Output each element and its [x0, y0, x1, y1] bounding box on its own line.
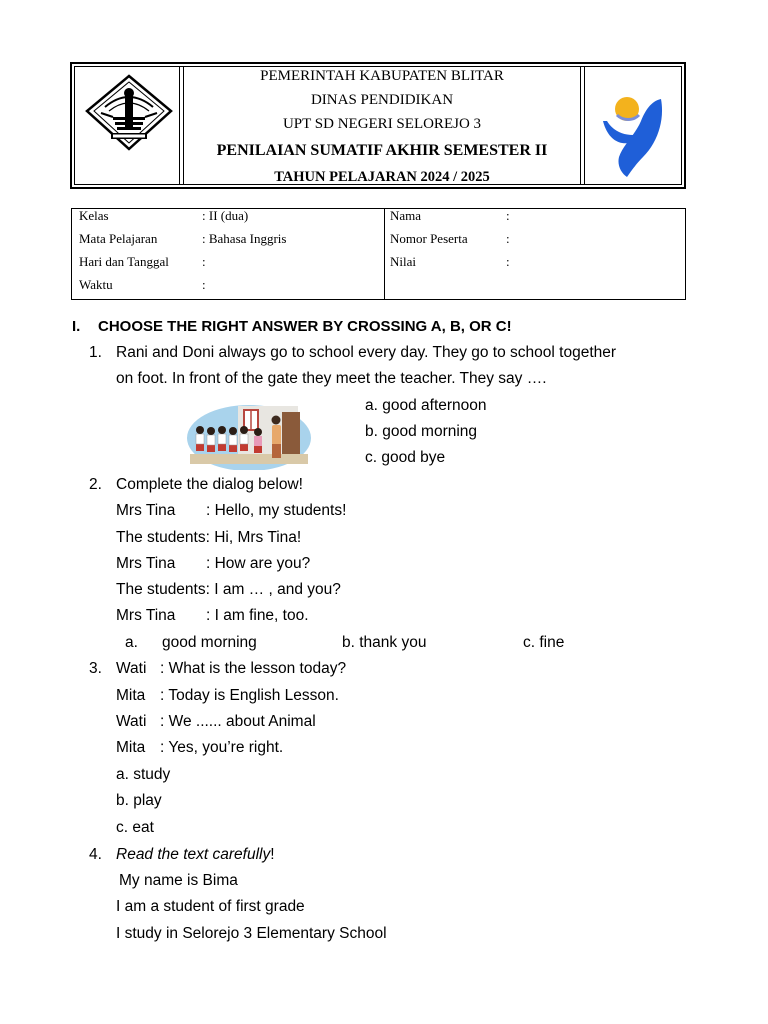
reading-text-line: I study in Selorejo 3 Elementary School [116, 925, 387, 942]
header-text-block [187, 67, 577, 189]
header-department-line: DINAS PENDIDIKAN [310, 92, 454, 108]
students-greeting-teacher-image [186, 400, 312, 470]
dialog-speaker-name: The students: [116, 529, 210, 546]
dialog-speaker [116, 529, 301, 547]
dialog-line: : What is the lesson today? [160, 660, 347, 677]
question-number: 2. [89, 476, 102, 493]
time-value: : [202, 277, 206, 292]
exam-title: PENILAIAN SUMATIF AKHIR SEMESTER II [216, 142, 548, 159]
kabupaten-emblem-icon [83, 73, 175, 153]
option-letter: c. [365, 449, 378, 466]
header-divider [183, 67, 184, 184]
dialog-speaker: Mita [116, 739, 146, 756]
option-letter: b. [342, 634, 355, 651]
dialog-line: : How are you? [206, 555, 311, 572]
option-text: good bye [381, 449, 446, 466]
participant-number-value: : [506, 231, 510, 246]
dialog-line: Hi, Mrs Tina! [214, 529, 302, 546]
identity-row [72, 229, 685, 249]
identity-row [72, 275, 685, 295]
option-c[interactable]: c. eat [116, 819, 154, 836]
subject-value: : Bahasa Inggris [202, 231, 287, 246]
identity-row [72, 252, 685, 272]
header-school-line: UPT SD NEGERI SELOREJO 3 [282, 116, 482, 132]
date-value: : [202, 254, 206, 269]
reading-text-line: I am a student of first grade [116, 898, 305, 915]
question-number: 1. [89, 344, 102, 361]
score-label: Nilai [390, 254, 416, 269]
document-header [70, 62, 686, 189]
dialog-speaker [116, 581, 341, 599]
header-government-line: PEMERINTAH KABUPATEN BLITAR [260, 68, 504, 84]
question-text: Rani and Doni always go to school every day. They go to school together [116, 344, 617, 361]
option-c[interactable] [365, 449, 445, 467]
dialog-line: : I am fine, too. [206, 607, 309, 624]
subject-label: Mata Pelajaran [79, 231, 158, 246]
dialog-speaker: Mrs Tina [116, 502, 176, 519]
question-prompt-italic: Read the text carefully [116, 846, 271, 863]
dialog-speaker: Mita [116, 687, 146, 704]
dialog-line: : Hello, my students! [206, 502, 347, 519]
option-a[interactable] [365, 397, 487, 415]
participant-number-label: Nomor Peserta [390, 231, 468, 246]
dialog-speaker: Mrs Tina [116, 555, 176, 572]
person-figure-logo-icon [597, 91, 669, 181]
class-value: : II (dua) [202, 208, 249, 223]
school-year: TAHUN PELAJARAN 2024 / 2025 [274, 169, 490, 185]
option-b[interactable]: b. play [116, 792, 162, 809]
option-letter: a. [365, 397, 378, 414]
dialog-speaker: Mrs Tina [116, 607, 176, 624]
header-divider [179, 67, 180, 184]
section-number: I. [72, 318, 81, 335]
option-a[interactable]: a. study [116, 766, 171, 783]
class-label: Kelas [79, 208, 109, 223]
reading-text-line: My name is Bima [119, 872, 238, 889]
dialog-speaker: Wati [116, 713, 147, 730]
dialog-line: : Yes, you’re right. [160, 739, 284, 756]
option-b[interactable] [342, 634, 426, 652]
dialog-line: : We ...... about Animal [160, 713, 316, 730]
option-a-letter: a. [125, 634, 138, 651]
option-text: good morning [382, 423, 478, 440]
question-prompt-end: ! [270, 846, 275, 863]
option-text: good afternoon [382, 397, 487, 414]
student-identity-table [71, 208, 686, 300]
option-a[interactable]: good morning [162, 634, 257, 651]
dialog-line: : Today is English Lesson. [160, 687, 339, 704]
name-label: Nama [390, 208, 422, 223]
section-title: CHOOSE THE RIGHT ANSWER BY CROSSING A, B, OR C! [98, 318, 512, 335]
option-text: fine [539, 634, 565, 651]
question-text: on foot. In front of the gate they meet the teacher. They say …. [116, 370, 547, 387]
dialog-line: I am … , and you? [214, 581, 341, 598]
dialog-speaker-name: The students: [116, 581, 210, 598]
name-value: : [506, 208, 510, 223]
option-text: thank you [359, 634, 427, 651]
score-value: : [506, 254, 510, 269]
time-label: Waktu [79, 277, 113, 292]
header-divider [584, 67, 585, 184]
date-label: Hari dan Tanggal [79, 254, 169, 269]
dialog-speaker: Wati [116, 660, 147, 677]
question-number: 4. [89, 846, 102, 863]
identity-row [72, 206, 685, 226]
question-text [116, 846, 275, 864]
header-inner-border [74, 66, 682, 185]
option-b[interactable] [365, 423, 477, 441]
option-c[interactable] [523, 634, 564, 652]
section-heading [72, 318, 512, 335]
option-letter: b. [365, 423, 378, 440]
header-divider [580, 67, 581, 184]
option-letter: c. [523, 634, 536, 651]
question-text: Complete the dialog below! [116, 476, 303, 493]
question-number: 3. [89, 660, 102, 677]
